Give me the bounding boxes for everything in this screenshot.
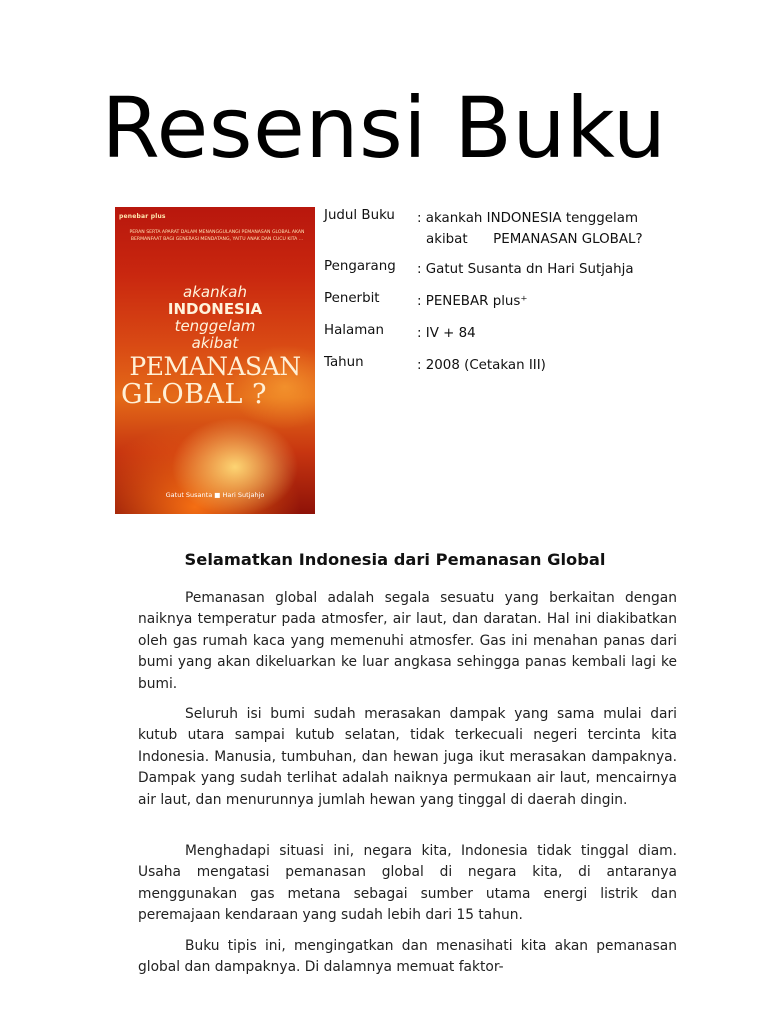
page-title: Resensi Buku [101,79,667,177]
cover-title-line-3: tenggelam [174,317,256,335]
cover-authors: Gatut Susanta ■ Hari Sutjahjo [165,491,265,499]
info-value-judul-line-2: akibat PEMANASAN GLOBAL? [426,232,643,247]
info-label-tahun: Tahun [324,355,364,370]
cover-title-big-1: PEMANASAN [129,352,301,381]
info-value-judul [417,208,667,250]
cover-title-line-2: INDONESIA [167,300,263,318]
info-value-tahun: : 2008 (Cetakan III) [417,358,546,373]
cover-title-big-2: GLOBAL ? [121,379,267,410]
info-value-penerbit: : PENEBAR plus⁺ [417,294,528,309]
info-label-judul: Judul Buku [324,208,395,223]
cover-tagline: PERAN SERTA APARAT DALAM MENANGGULANGI PEMANASAN GLOBAL AKAN BERMANFAAT BAGI GENERASI MENDATANG, YAITU ANAK DAN CUCU KITA ... [129,230,305,242]
review-paragraph: Pemanasan global adalah segala sesuatu yang berkaitan dengan naiknya temperatur pada atmosfer, air laut, dan daratan. Hal ini diakibatkan oleh gas rumah kaca yang memenuhi atmosfer. Gas ini menahan panas dari bumi yang akan dikeluarkan ke luar angkasa sehingga panas kembali lagi ke bumi. [138,590,677,692]
review-paragraph: Buku tipis ini, mengingatkan dan menasihati kita akan pemanasan global dan dampaknya. Di dalamnya memuat faktor- [138,938,677,976]
info-label-penerbit: Penerbit [324,291,380,306]
review-paragraph: Seluruh isi bumi sudah merasakan dampak yang sama mulai dari kutub utara sampai kutub selatan, tidak terkecuali negeri tercinta kita Indonesia. Manusia, tumbuhan, dan hewan juga ikut merasakan dampaknya. Dampak yang sudah terlihat adalah naiknya permukaan air laut, mencairnya air laut, dan menurunnya jumlah hewan yang tinggal di daerah dingin. [138,706,677,808]
info-label-pengarang: Pengarang [324,259,396,274]
info-label-halaman: Halaman [324,323,384,338]
review-heading: Selamatkan Indonesia dari Pemanasan Global [184,550,606,569]
cover-publisher-logo: penebar plus [119,213,166,220]
book-cover-image [115,207,315,514]
info-value-halaman: : IV + 84 [417,326,476,341]
info-value-judul-line-1: : akankah INDONESIA tenggelam [417,211,638,226]
review-paragraph: Menghadapi situasi ini, negara kita, Indonesia tidak tinggal diam. Usaha mengatasi pemanasan global di negara kita, di antaranya menggunakan gas metana sebagai sumber utama energi listrik dan peremajaan kendaraan yang sudah lebih dari 15 tahun. [138,843,677,924]
cover-title-line-1: akankah [183,283,247,301]
info-value-pengarang: : Gatut Susanta dn Hari Sutjahja [417,262,634,277]
cover-title-line-4: akibat [191,334,239,352]
